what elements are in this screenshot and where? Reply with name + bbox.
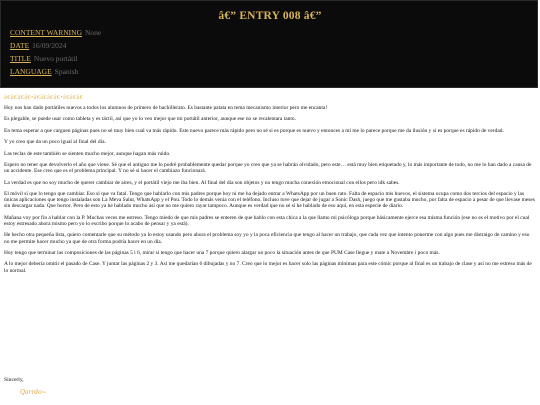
paragraph: Mañana voy por fin a hablar con la P. Muchas veces me estreso. Tengo miedo de que mis padres se enteren de que hablo con esta chica a la que llamo mi psicóloga porque básicamente ejerce esa misma función (ese no es el motivo por el cual estoy estresado ahora mismo pero yo lo escribo porque lo acabo de pensar y ya está). (4, 214, 530, 227)
title-label: TITLE (10, 54, 31, 63)
entry-header (0, 0, 538, 88)
language-label: LANGUAGE (10, 67, 52, 76)
paragraph: Espero no tener que devolverlo el año que viene. Sé que el antiguo me lo podré probablemente quedar porque yo creo que ya se habrán olvidado, pero este… está muy bien etiquetado y, lo más importante de todo, no me lo han dado a causa de un accidente. Ese creo que es el problema principal. Y no sé si hacer el cambiazo funcionará. (4, 161, 532, 175)
content-warning-value: None (85, 28, 102, 37)
meta-content-warning (10, 28, 101, 38)
date-value: 16/09/2024 (32, 41, 67, 50)
separator-line: â€â€â€â€•â€â€â€â€•â€â€â€ (4, 94, 84, 101)
paragraph: He hecho otra pequeña lista, quiero comentarle que su método ya lo estoy usando pero ahora el problema soy yo y la poca eficiencia que tengo al hacer un trabajo, que cada vez que intento ponerme con algo pues me distraigo de camino y eso no me permite hacer mucho ya que de otra forma podría hacer en un día. (4, 232, 530, 245)
date-label: DATE (10, 41, 30, 50)
paragraph: A lo mejor debería omitir el pasado de Case. Y juntar las páginas 2 y 3. Así me quedarían 6 dibujadas y no 7. Creo que lo mejor es hacer solo las páginas mínimas para este cómic porque al final es un trabajo de clase y así no me estreso más de lo normal. (4, 261, 532, 274)
content-warning-label: CONTENT WARNING (10, 28, 83, 37)
paragraph: Hoy nos han dado portátiles nuevos a todos los alumnos de primero de bachillerato. Es bastante patata en tema mecanismo interior pero me encanta! (4, 105, 328, 111)
signature: Qarrdo~ (20, 389, 47, 396)
meta-language (10, 67, 78, 77)
paragraph: Y yo creo que da un poco igual al final del día. (4, 139, 106, 146)
paragraph: Es plegable, se puede usar como tableta y es táctil, así que yo lo veo mejor que mi portátil anterior, aunque ese no se recalentara tanto. (4, 116, 296, 123)
closing-text: Sincerly, (4, 377, 24, 383)
title-value: Nuevo portátil (33, 54, 78, 63)
paragraph: En tema esperar a que carguen páginas pues no sé muy bien cual va más rápido. Este nuevo parece más rápido pero no sé si es porque es nuevo y entonces a mí me lo parece porque me da ilusión y si es porque es rápido de verdad. (4, 127, 504, 134)
paragraph: La verdad es que no soy mucho de querer cambiar de aires, y el portátil viejo me iba bien. Al final del día son objetos y no tengo mucha conexión emocional con ellos pero idk sabes. (4, 179, 400, 186)
entry-title: â€” ENTRY 008 â€” (218, 10, 322, 22)
paragraph: Hoy tengo que terminar las composiciones de las páginas 5 i 6, mirar si tengo que hacer una 7 porque quiero alargar un poco la situación antes de que PUM Case llegue y mate a Novembre i poco más. (4, 249, 440, 256)
language-value: Spanish (54, 67, 79, 76)
meta-date (10, 41, 66, 51)
meta-title (10, 54, 77, 64)
paragraph: Las teclas de este también se sienten mucho mejor, aunque hagan más ruido. (4, 150, 171, 157)
entry-body (4, 105, 535, 279)
paragraph: El móvil sí que lo tengo que cambiar. Eso sí que va fatal. Tengo que hablarlo con mis padres porque hoy ni me ha dejado entrar a WhatsApp por un buen rato. Falta de espacio mis huevos, el sistema ocupa como dos tercios del espacio y las únicas aplicaciones que tengo instaladas son La Meva Salut, WhatsApp y el Pou. Todo lo demás venía con el teléfono. Incluso tuve que dejar de jugar a Sonic Dash, juego que me gustaba mucho, por falta de espacio a pesar de que llevase meses sin descargar nada. Que horror. Pero de esto ya he hablado mucho así que no me quiero rayar tampoco. Aunque es verdad que no sé si he hablado de eso aquí, en esta especie de diario. (4, 190, 535, 210)
